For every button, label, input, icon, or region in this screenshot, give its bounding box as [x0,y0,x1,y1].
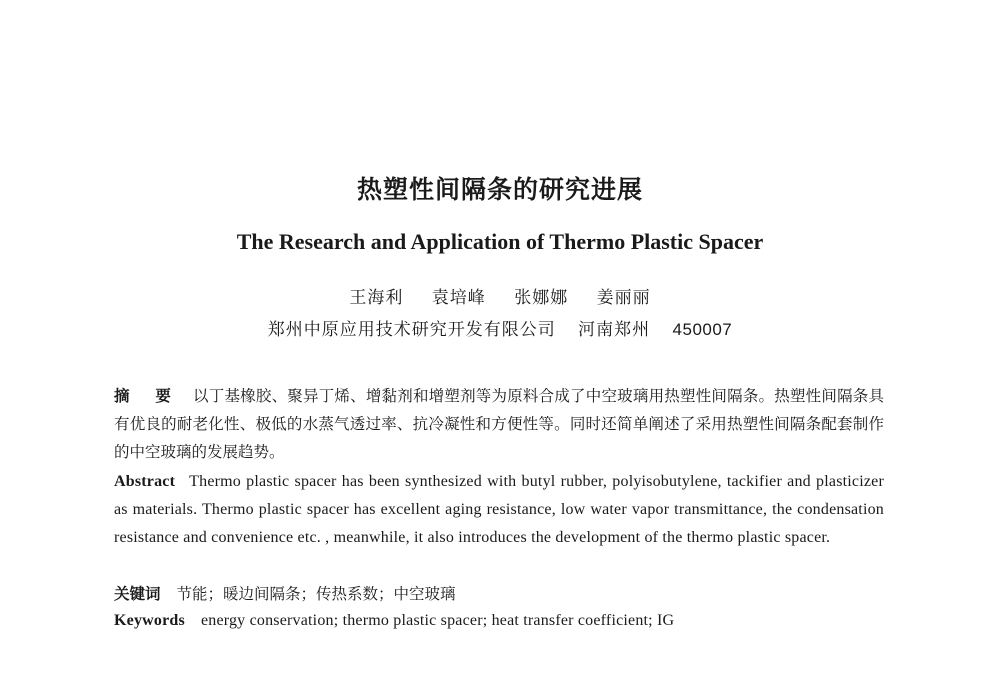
author-name: 张娜娜 [514,288,569,308]
author-name: 袁培峰 [431,288,486,308]
paper-title-english: The Research and Application of Thermo Plastic Spacer [236,229,764,254]
abstract-chinese-text: 以丁基橡胶、聚异丁烯、增黏剂和增塑剂等为原料合成了中空玻璃用热塑性间隔条。热塑性间隔条具有优良的耐老化性、极低的水蒸气透过率、抗冷凝性和方便性等。同时还简单阐述了采用热塑性间隔条配套制作的中空玻璃的发展趋势。 [114,387,884,461]
author-list [0,286,1000,310]
keywords-english [114,607,884,635]
paper-title-chinese: 热塑性间隔条的研究进展 [356,175,643,204]
author-name: 王海利 [349,288,404,308]
keywords-chinese-label: 关键词 [114,585,161,603]
abstract-chinese [114,382,884,466]
author-affiliation [0,318,1000,342]
keywords-english-text: energy conservation; thermo plastic spacer; heat transfer coefficient; IG [200,612,675,629]
abstract-english-label: Abstract [114,473,176,490]
keywords-english-label: Keywords [114,612,185,629]
keywords-chinese-text: 节能；暖边间隔条；传热系数；中空玻璃 [176,585,456,603]
abstract-english [114,468,884,552]
abstract-chinese-label: 摘 要 [114,387,182,405]
affiliation-organization: 郑州中原应用技术研究开发有限公司 [267,320,556,340]
keywords-chinese [114,581,884,607]
affiliation-location: 河南郑州 [578,320,651,340]
affiliation-postcode: 450007 [672,320,733,339]
abstract-english-text: Thermo plastic spacer has been synthesized with butyl rubber, polyisobutylene, tackifier and plasticizer as materials. Thermo plastic spacer has excellent aging resistance, low water vapor transmittance, the condensation resistance and convenience etc. , meanwhile, it also introduces the development of the thermo plastic spacer. [114,473,884,546]
author-name: 姜丽丽 [596,288,651,308]
